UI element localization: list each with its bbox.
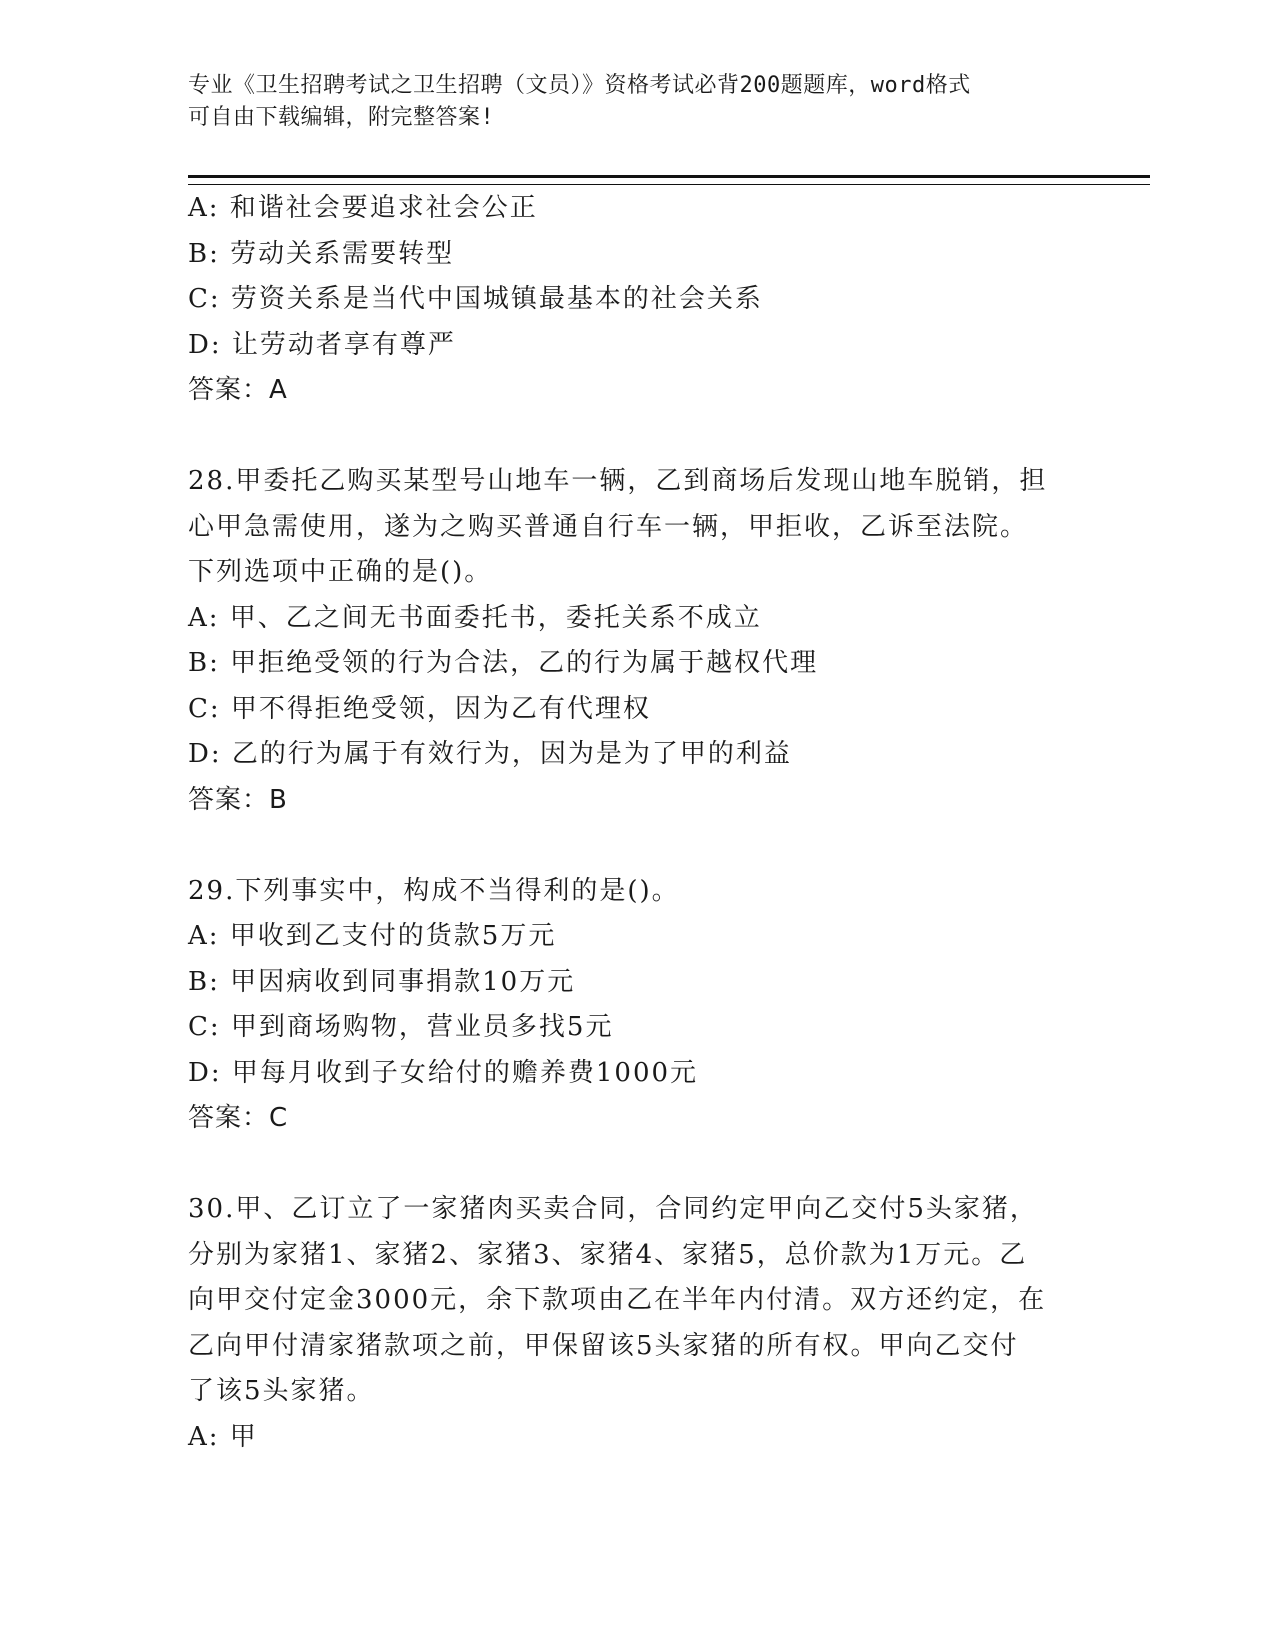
question-stem-line: 30.甲、乙订立了一家猪肉买卖合同，合同约定甲向乙交付5头家猪， [188, 1194, 1038, 1224]
question-stem-line: 乙向甲付清家猪款项之前，甲保留该5头家猪的所有权。甲向乙交付 [188, 1330, 1019, 1361]
option-c: C: 劳资关系是当代中国城镇最基本的社会关系 [188, 284, 763, 314]
option-c: C: 甲不得拒绝受领，因为乙有代理权 [188, 693, 651, 724]
spacer [188, 1142, 1088, 1188]
question-27-continued [188, 186, 1088, 414]
question-stem-line: 下列选项中正确的是()。 [188, 557, 493, 587]
header-divider [188, 175, 1150, 185]
spacer [188, 823, 1088, 869]
option-a: A: 甲 [188, 1421, 258, 1452]
option-b: B: 甲拒绝受领的行为合法，乙的行为属于越权代理 [188, 648, 819, 678]
option-d: D: 让劳动者享有尊严 [188, 329, 456, 360]
header-line-2: 可自由下载编辑，附完整答案! [188, 105, 495, 130]
question-29 [188, 869, 1088, 1142]
question-stem-line: 了该5头家猪。 [188, 1376, 375, 1406]
spacer [188, 414, 1088, 460]
option-a: A: 和谐社会要追求社会公正 [188, 193, 538, 223]
option-c: C: 甲到商场购物，营业员多找5元 [188, 1012, 614, 1042]
question-content [188, 186, 1088, 1460]
question-stem-line: 29.下列事实中，构成不当得利的是()。 [188, 875, 680, 906]
question-stem-line: 心甲急需使用，遂为之购买普通自行车一辆，甲拒收，乙诉至法院。 [188, 511, 1029, 542]
option-d: D: 甲每月收到子女给付的赡养费1000元 [188, 1057, 699, 1088]
option-b: B: 甲因病收到同事捐款10万元 [188, 966, 576, 997]
question-28 [188, 459, 1088, 823]
header-line-1: 专业《卫生招聘考试之卫生招聘（文员）》资格考试必背200题题库，word格式 [188, 73, 971, 98]
question-stem-line: 分别为家猪1、家猪2、家猪3、家猪4、家猪5，总价款为1万元。乙 [188, 1239, 1028, 1270]
option-a: A: 甲收到乙支付的货款5万元 [188, 921, 557, 951]
option-a: A: 甲、乙之间无书面委托书，委托关系不成立 [188, 602, 762, 633]
option-b: B: 劳动关系需要转型 [188, 238, 455, 269]
question-30 [188, 1187, 1088, 1460]
answer-line: 答案：A [188, 375, 288, 405]
answer-line: 答案：C [188, 1103, 289, 1133]
answer-line: 答案：B [188, 784, 288, 815]
question-stem-line: 28.甲委托乙购买某型号山地车一辆，乙到商场后发现山地车脱销，担 [188, 466, 1048, 496]
document-header [188, 70, 1068, 134]
option-d: D: 乙的行为属于有效行为，因为是为了甲的利益 [188, 739, 792, 769]
question-stem-line: 向甲交付定金3000元，余下款项由乙在半年内付清。双方还约定，在 [188, 1285, 1047, 1315]
